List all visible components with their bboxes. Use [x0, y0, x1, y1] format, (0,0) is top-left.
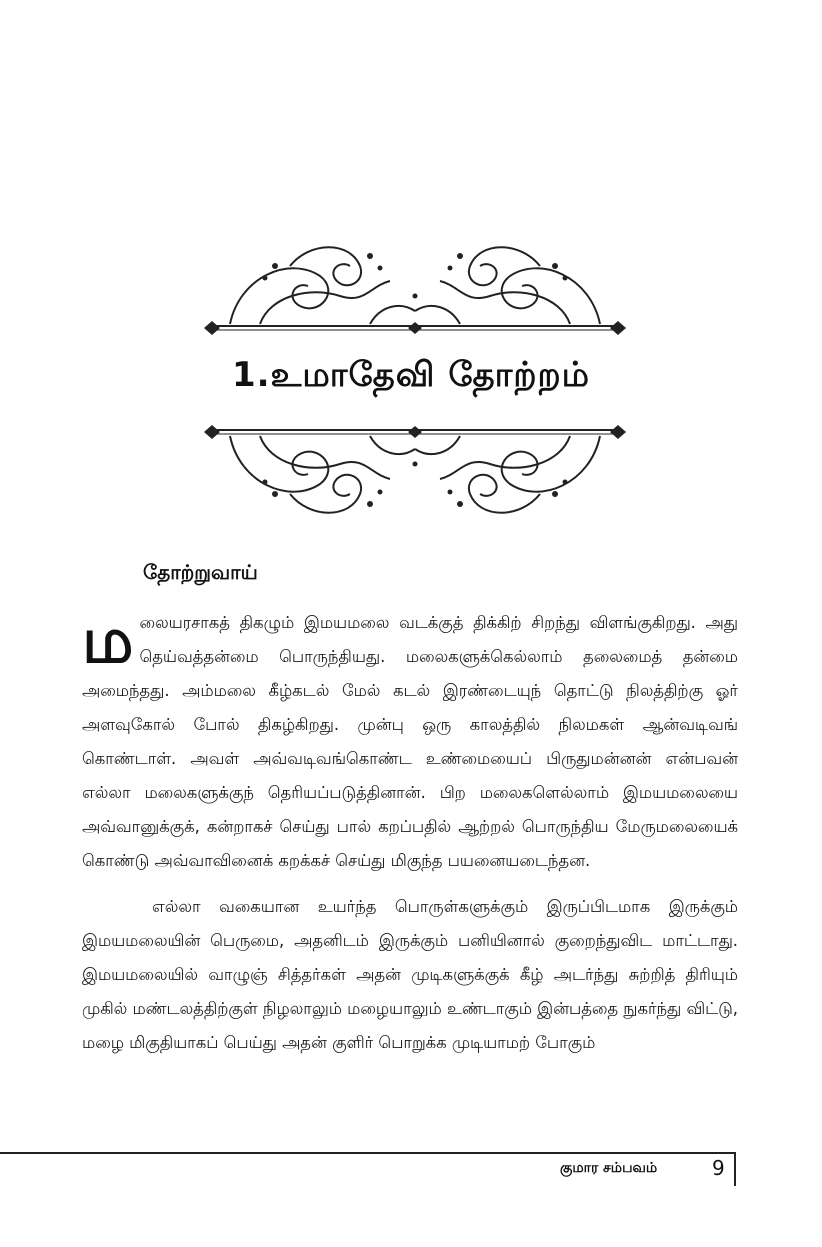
body-text [82, 606, 738, 1060]
chapter-title: 1.உமாதேவி தோற்றம் [231, 355, 591, 395]
drop-cap: ம [82, 604, 134, 678]
paragraph [82, 606, 738, 878]
paragraph-text: லையரசாகத் திகழும் இமயமலை வடக்குத் திக்கிற் சிறந்து விளங்குகிறது. அது தெய்வத்தன்மை பொருந்தியது. மலைகளுக்கெல்லாம் தலைமைத் தன்மை அமைந்தது. அம்மலை கீழ்கடல் மேல் கடல் இரண்டையுந் தொட்டு நிலத்திற்கு ஓர் அளவுகோல் போல் திகழ்கிறது. முன்பு ஒரு காலத்தில் நிலமகள் ஆன்வடிவங் கொண்டாள். அவள் அவ்வடிவங்கொண்ட உண்மையைப் பிருதுமன்னன் என்பவன் எல்லா மலைகளுக்குந் தெரியப்படுத்தினான். பிற மலைகளெல்லாம் இமயமலையை அவ்வானுக்குக், கன்றாகச் செய்து பால் கறப்பதில் ஆற்றல் பொருந்திய மேருமலையைக் கொண்டு அவ்வாவினைக் கறக்கச் செய்து மிகுந்த பயனையடைந்தன. [82, 613, 738, 870]
paragraph: எல்லா வகையான உயர்ந்த பொருள்களுக்கும் இருப்பிடமாக இருக்கும் இமயமலையின் பெருமை, அதனிடம் இருக்கும் பனியினால் குறைந்துவிட மாட்டாது. இமயமலையில் வாழுஞ் சித்தர்கள் அதன் முடிகளுக்குக் கீழ் அடர்ந்து சுற்றித் திரியும் முகில் மண்டலத்திற்குள் நிழலாலும் மழையாலும் உண்டாகும் இன்பத்தை நுகர்ந்து விட்டு, மழை மிகுதியாகப் பெய்து அதன் குளிர் பொறுக்க முடியாமற் போகும் [82, 897, 738, 1052]
page-number: 9 [712, 1156, 725, 1180]
bottom-ornament [200, 420, 630, 530]
footer-divider [734, 1152, 736, 1186]
section-heading: தோற்றுவாய் [143, 560, 258, 584]
top-ornament [200, 236, 630, 336]
footer-rule [0, 1152, 736, 1154]
running-footer-title: குமார சம்பவம் [560, 1160, 658, 1176]
